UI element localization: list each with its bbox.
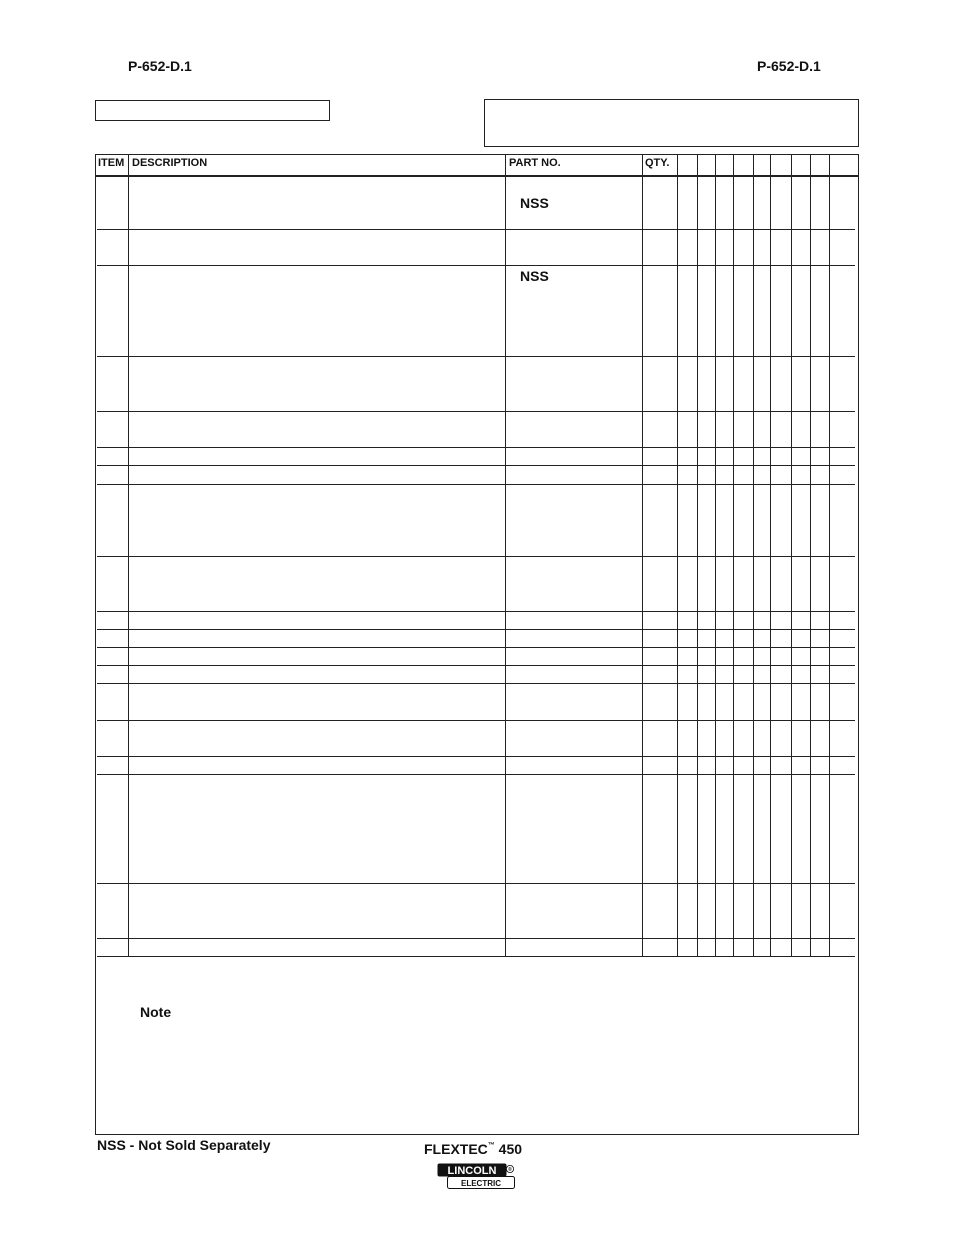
column-divider (810, 154, 811, 956)
column-divider (642, 154, 643, 956)
table-row (97, 956, 855, 957)
logo-registered: ® (508, 1167, 512, 1174)
table-row (97, 774, 855, 775)
column-divider (715, 154, 716, 956)
document-code-right: P-652-D.1 (757, 58, 821, 74)
table-row (97, 611, 855, 612)
table-row (97, 720, 855, 721)
model-number: 450 (498, 1141, 523, 1157)
column-divider (128, 154, 129, 956)
column-divider (677, 154, 678, 956)
nss-legend: NSS - Not Sold Separately (97, 1137, 271, 1153)
model-title (424, 1141, 522, 1157)
logo-brand-bottom: ELECTRIC (461, 1179, 501, 1188)
table-row (97, 229, 855, 230)
column-divider (733, 154, 734, 956)
column-header-item: ITEM (98, 157, 125, 169)
table-row (97, 883, 855, 884)
table-row (97, 665, 855, 666)
part-no-nss: NSS (520, 195, 549, 211)
table-row (97, 465, 855, 466)
column-header-part-no: PART NO. (509, 157, 561, 169)
description-box (484, 99, 859, 147)
table-row (97, 683, 855, 684)
column-header-qty: QTY. (645, 157, 670, 169)
part-no-nss: NSS (520, 268, 549, 284)
column-header-description: DESCRIPTION (132, 157, 208, 169)
lincoln-electric-logo (437, 1163, 515, 1189)
column-divider (829, 154, 830, 956)
table-row (97, 265, 855, 266)
table-row (97, 756, 855, 757)
logo-brand-top: LINCOLN (447, 1165, 497, 1177)
header-rule (95, 175, 859, 177)
table-row (97, 411, 855, 412)
table-row (97, 556, 855, 557)
column-divider (753, 154, 754, 956)
table-row (97, 447, 855, 448)
note-label: Note (140, 1004, 172, 1020)
table-row (97, 938, 855, 939)
table-row (97, 484, 855, 485)
parts-table (95, 154, 859, 1135)
trademark-mark: ™ (487, 1142, 495, 1149)
column-divider (505, 154, 506, 956)
table-row (97, 629, 855, 630)
column-divider (697, 154, 698, 956)
column-divider (770, 154, 771, 956)
document-code-left: P-652-D.1 (128, 58, 192, 74)
model-name: FLEXTEC (424, 1141, 488, 1157)
title-box (95, 100, 330, 121)
table-row (97, 647, 855, 648)
table-row (97, 356, 855, 357)
column-divider (791, 154, 792, 956)
